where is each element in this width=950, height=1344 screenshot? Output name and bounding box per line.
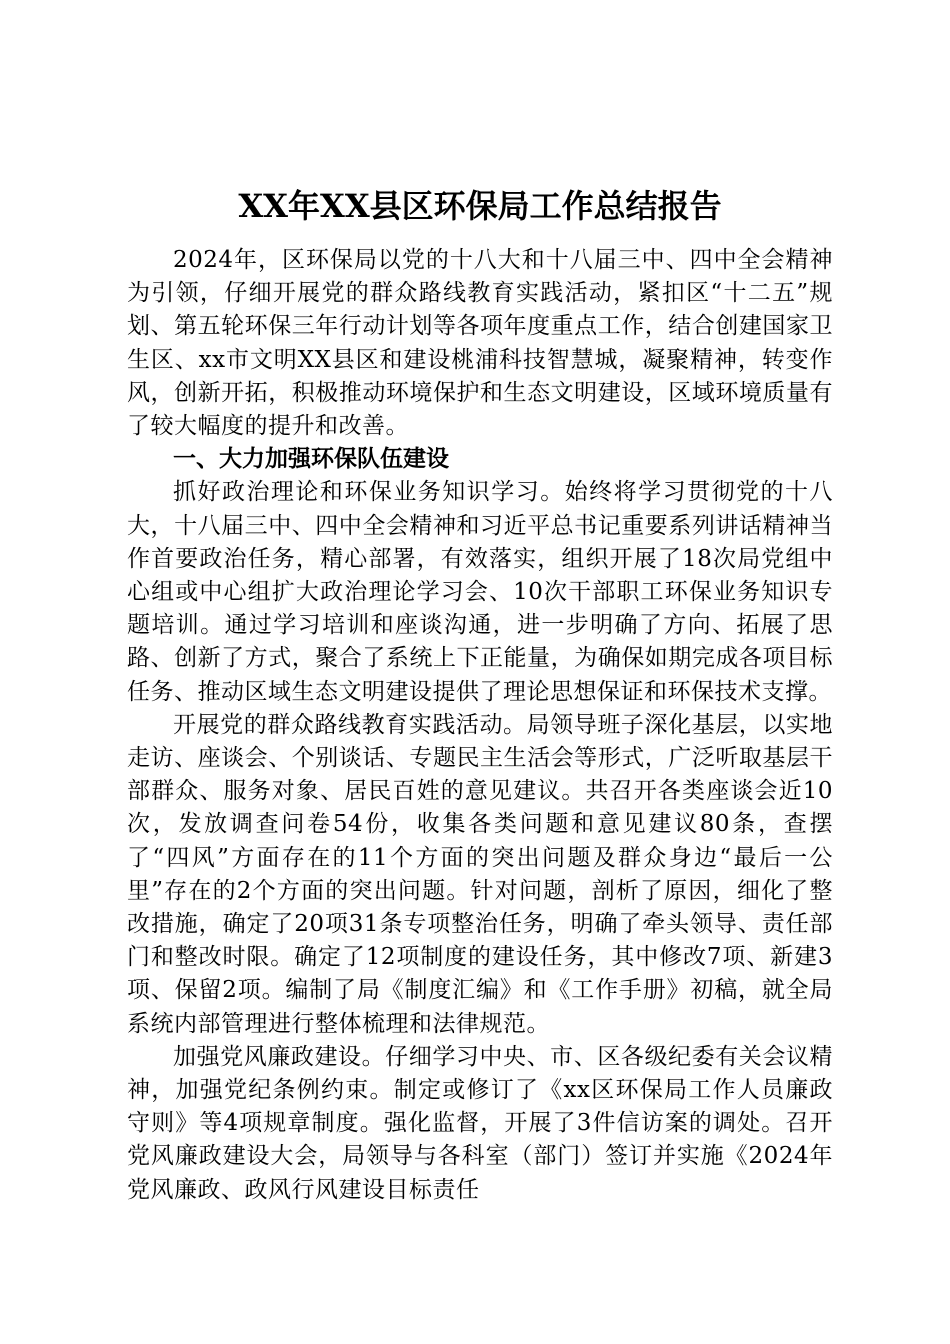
document-title: XX年XX县区环保局工作总结报告: [238, 187, 722, 225]
document-body: [127, 180, 833, 1207]
body-paragraph: 抓好政治理论和环保业务知识学习。始终将学习贯彻党的十八大，十八届三中、四中全会精神和习近平总书记重要系列讲话精神当作首要政治任务，精心部署，有效落实，组织开展了18次局党组中心组或中心组扩大政治理论学习会、10次干部职工环保业务知识专题培训。通过学习培训和座谈沟通，进一步明确了方向、拓展了思路、创新了方式，聚合了系统上下正能量，为确保如期完成各项目标任务、推动区域生态文明建设提供了理论思想保证和环保技术支撑。: [127, 479, 833, 705]
section-heading: 一、大力加强环保队伍建设: [173, 446, 449, 473]
body-paragraph: 加强党风廉政建设。仔细学习中央、市、区各级纪委有关会议精神，加强党纪条例约束。制定或修订了《xx区环保局工作人员廉政守则》等4项规章制度。强化监督，开展了3件信访案的调处。召开党风廉政建设大会，局领导与各科室（部门）签订并实施《2024年党风廉政、政风行风建设目标责任: [127, 1043, 833, 1203]
intro-paragraph: 2024年，区环保局以党的十八大和十八届三中、四中全会精神为引领，仔细开展党的群众路线教育实践活动，紧扣区“十二五”规划、第五轮环保三年行动计划等各项年度重点工作，结合创建国家卫生区、xx市文明XX县区和建设桃浦科技智慧城，凝聚精神，转变作风，创新开拓，积极推动环境保护和生态文明建设，区域环境质量有了较大幅度的提升和改善。: [127, 247, 833, 440]
body-paragraph: 开展党的群众路线教育实践活动。局领导班子深化基层，以实地走访、座谈会、个别谈话、专题民主生活会等形式，广泛听取基层干部群众、服务对象、居民百姓的意见建议。共召开各类座谈会近10次，发放调查问卷54份，收集各类问题和意见建议80条，查摆了“四风”方面存在的11个方面的突出问题及群众身边“最后一公里”存在的2个方面的突出问题。针对问题，剖析了原因，细化了整改措施，确定了20项31条专项整治任务，明确了牵头领导、责任部门和整改时限。确定了12项制度的建设任务，其中修改7项、新建3项、保留2项。编制了局《制度汇编》和《工作手册》初稿，就全局系统内部管理进行整体梳理和法律规范。: [127, 711, 833, 1037]
